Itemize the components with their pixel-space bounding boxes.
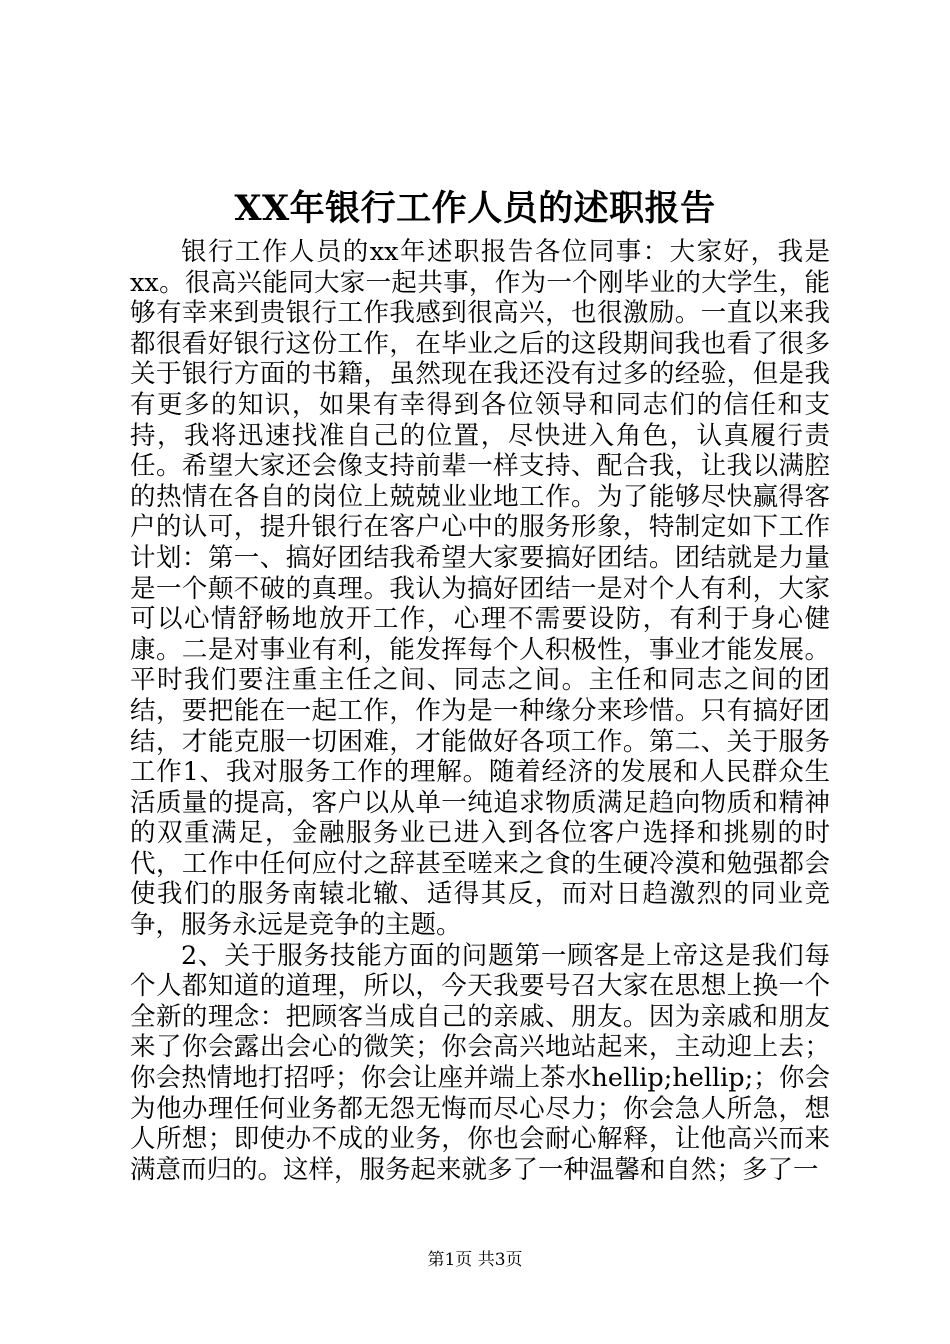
document-body: [130, 237, 830, 1185]
body-paragraph-1: 银行工作人员的xx年述职报告各位同事：大家好，我是xx。很高兴能同大家一起共事，作为一个刚毕业的大学生，能够有幸来到贵银行工作我感到很高兴，也很激励。一直以来我都很看好银行这份工作，在毕业之后的这段期间我也看了很多关于银行方面的书籍，虽然现在我还没有过多的经验，但是我有更多的知识，如果有幸得到各位领导和同志们的信任和支持，我将迅速找准自己的位置，尽快进入角色，认真履行责任。希望大家还会像支持前辈一样支持、配合我，让我以满腔的热情在各自的岗位上兢兢业业地工作。为了能够尽快赢得客户的认可，提升银行在客户心中的服务形象，特制定如下工作计划：第一、搞好团结我希望大家要搞好团结。团结就是力量是一个颠不破的真理。我认为搞好团结一是对个人有利，大家可以心情舒畅地放开工作，心理不需要设防，有利于身心健康。二是对事业有利，能发挥每个人积极性，事业才能发展。平时我们要注重主任之间、同志之间。主任和同志之间的团结，要把能在一起工作，作为是一种缘分来珍惜。只有搞好团结，才能克服一切困难，才能做好各项工作。第二、关于服务工作1、我对服务工作的理解。随着经济的发展和人民群众生活质量的提高，客户以从单一纯追求物质满足趋向物质和精神的双重满足，金融服务业已进入到各位客户选择和挑剔的时代，工作中任何应付之辞甚至嗟来之食的生硬冷漠和勉强都会使我们的服务南辕北辙、适得其反，而对日趋激烈的同业竞争，服务永远是竞争的主题。: [130, 237, 830, 941]
body-paragraph-2: 2、关于服务技能方面的问题第一顾客是上帝这是我们每个人都知道的道理，所以，今天我要号召大家在思想上换一个全新的理念：把顾客当成自己的亲戚、朋友。因为亲戚和朋友来了你会露出会心的微笑；你会高兴地站起来，主动迎上去；你会热情地打招呼；你会让座并端上茶水hellip;hellip;；你会为他办理任何业务都无怨无悔而尽心尽力；你会急人所急，想人所想；即使办不成的业务，你也会耐心解释，让他高兴而来满意而归的。这样，服务起来就多了一种温馨和自然；多了一: [130, 940, 830, 1185]
page-number-footer: 第1页 共3页: [427, 1250, 523, 1270]
document-title: XX年银行工作人员的述职报告: [234, 188, 716, 229]
